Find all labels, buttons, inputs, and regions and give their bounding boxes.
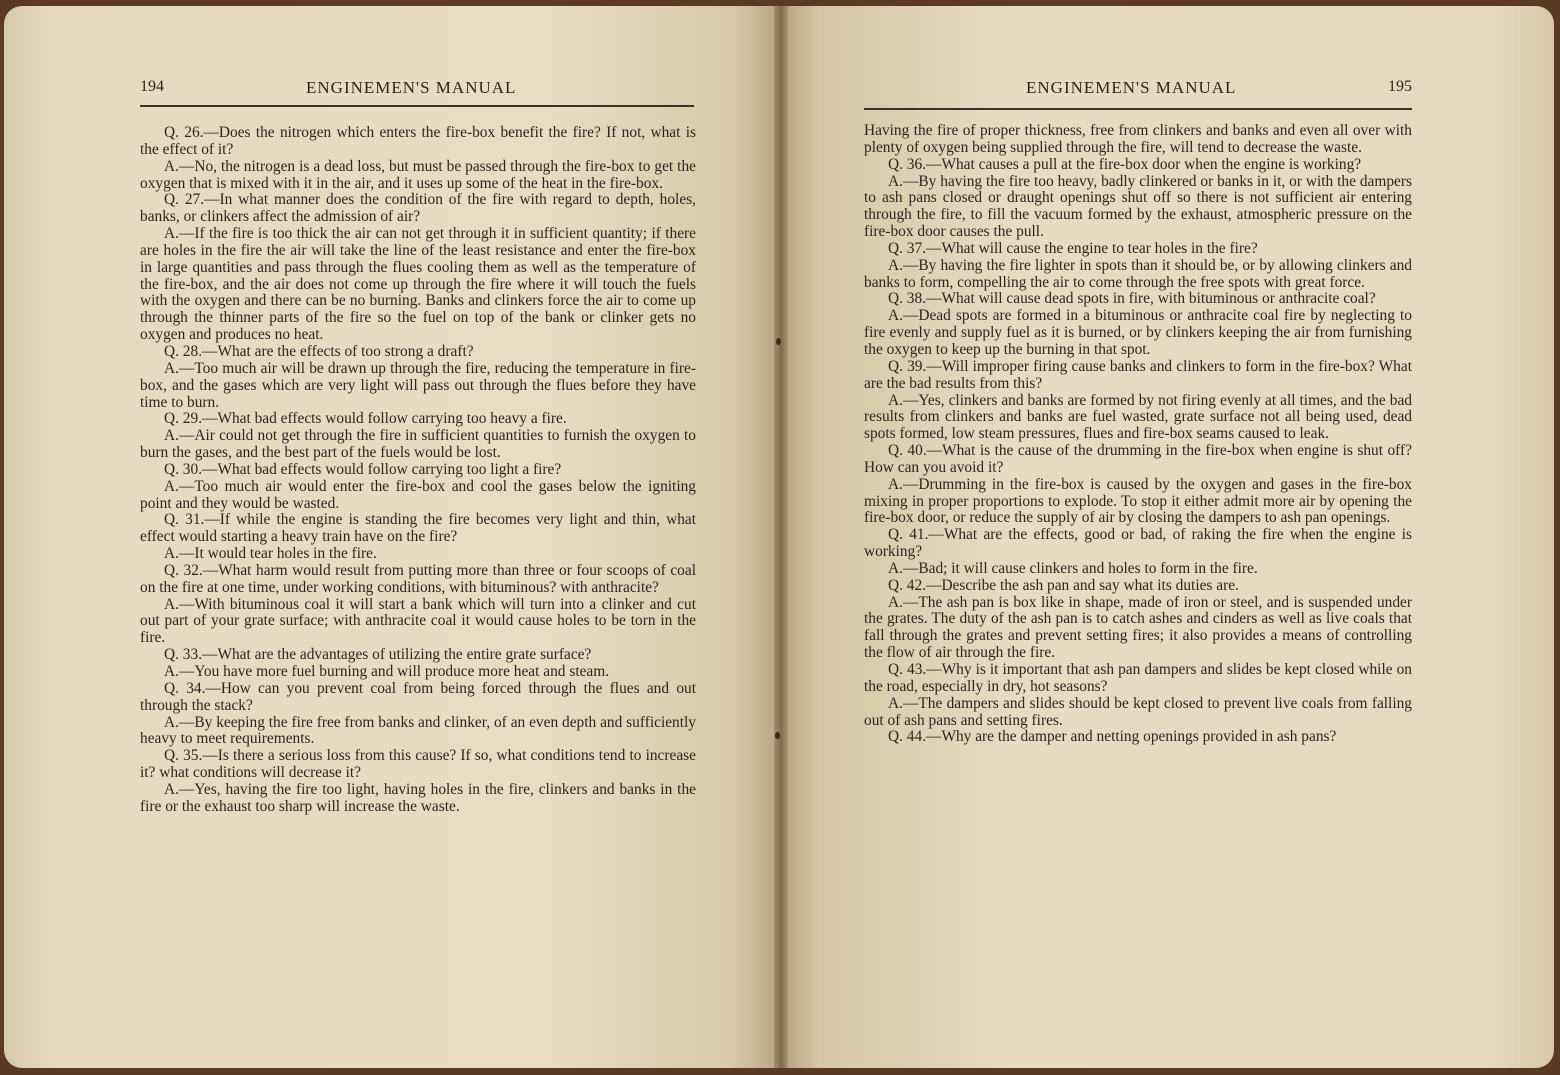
paragraph: Q. 26.—Does the nitrogen which enters the fire-box benefit the fire? If not, what is the effect of it? (140, 124, 696, 158)
paragraph: Q. 37.—What will cause the engine to tear holes in the fire? (888, 239, 1258, 257)
paragraph: A.—Too much air will be drawn up through the fire, reducing the temperature in fire-box, and the gases which are very light will pass out through the flues before they have time to burn. (140, 359, 696, 411)
continued-paragraph: Having the fire of proper thickness, free from clinkers and banks and even all over with plenty of oxygen being supplied through the fire, will tend to decrease the waste. (864, 122, 1412, 156)
paragraph: Q. 27.—In what manner does the condition of the fire with regard to depth, holes, banks, or clinkers affect the admission of air? (140, 191, 696, 226)
page-number: 194 (140, 78, 164, 95)
left-page (4, 6, 780, 1068)
paragraph: Q. 35.—Is there a serious loss from this cause? If so, what conditions tend to increase it? what conditions will decrease it? (140, 747, 696, 782)
running-head: ENGINEMEN'S MANUAL (1026, 78, 1237, 97)
paragraph: A.—With bituminous coal it will start a bank which will turn into a clinker and cut out part of your grate surface; with anthracite coal it would cause holes to be torn in the fire. (140, 595, 696, 647)
right-page-header (864, 78, 1412, 100)
page-number: 195 (1388, 78, 1412, 95)
paragraph: A.—You have more fuel burning and will produce more heat and steam. (164, 663, 610, 680)
paragraph: A.—The ash pan is box like in shape, made of iron or steel, and is suspended under the grates. The duty of the ash pan is to catch ashes and cinders as well as live coals that fall through the grates and prevent setting fires; it also provides a means of controlling the flow of air through the fire. (864, 593, 1412, 662)
paragraph: Q. 40.—What is the cause of the drumming in the fire-box when engine is shut off? How can you avoid it? (864, 442, 1412, 476)
paragraph: Q. 42.—Describe the ash pan and say what its duties are. (888, 576, 1239, 594)
paragraph: Q. 41.—What are the effects, good or bad, of raking the fire when the engine is working? (864, 526, 1412, 561)
paragraph: A.—Yes, clinkers and banks are formed by not firing evenly at all times, and the bad results from clinkers and banks are fuel wasted, grate surface not all being used, dead spots formed, low steam pressures, flues and fire-box seams caused to leak. (864, 391, 1412, 443)
paragraph: A.—By having the fire too heavy, badly clinkered or banks in it, or with the dampers to ash pans closed or draught openings shut off so there is not sufficient air entering through the fire, to fill the vacuum formed by the exhaust, atmospheric pressure on the fire-box door causes the pull. (864, 172, 1412, 241)
right-page (780, 6, 1554, 1068)
paragraph: Q. 28.—What are the effects of too strong a draft? (164, 342, 474, 360)
binding-thread-mark (775, 732, 780, 739)
paragraph: Q. 36.—What causes a pull at the fire-box door when the engine is working? (888, 155, 1362, 173)
paragraph: A.—No, the nitrogen is a dead loss, but must be passed through the fire-box to get the oxygen that is mixed with it in the air, and it uses up some of the heat in the fire-box. (140, 157, 696, 192)
paragraph: Q. 30.—What bad effects would follow carrying too light a fire? (164, 460, 562, 478)
paragraph: Q. 44.—Why are the damper and netting openings provided in ash pans? (888, 728, 1337, 746)
right-page-text (864, 123, 1412, 746)
paragraph: Q. 39.—Will improper firing cause banks and clinkers to form in the fire-box? What are the bad results from this? (864, 357, 1412, 392)
paragraph: Q. 32.—What harm would result from putting more than three or four scoops of coal on the fire at one time, under working conditions, with bituminous? with anthracite? (140, 561, 696, 596)
binding-thread-mark (776, 338, 781, 345)
paragraph: A.—Yes, having the fire too light, having holes in the fire, clinkers and banks in the fire or the exhaust too sharp will increase the waste. (140, 780, 696, 815)
paragraph: A.—It would tear holes in the fire. (164, 545, 377, 563)
paragraph: Q. 31.—If while the engine is standing the fire becomes very light and thin, what effect would starting a heavy train have on the fire? (140, 511, 696, 546)
paragraph: A.—Air could not get through the fire in sufficient quantities to furnish the oxygen to burn the gases, and the best part of the fuels would be lost. (140, 427, 696, 462)
paragraph: A.—Too much air would enter the fire-box and cool the gases below the igniting point and they would be wasted. (140, 477, 696, 512)
paragraph: A.—By keeping the fire free from banks and clinker, of an even depth and sufficiently heavy to meet requirements. (140, 713, 696, 748)
paragraph: A.—Drumming in the fire-box is caused by the oxygen and gases in the fire-box mixing in proper proportions to explode. To stop it either admit more air by opening the fire-box door, or reduce the supply of air by closing the dampers to ash pan openings. (864, 475, 1412, 527)
left-page-text (140, 125, 696, 816)
header-rule (140, 105, 694, 107)
paragraph: Q. 38.—What will cause dead spots in fire, with bituminous or anthracite coal? (888, 290, 1376, 308)
book-gutter (774, 6, 788, 1068)
header-rule (864, 108, 1412, 110)
paragraph: A.—If the fire is too thick the air can not get through it in sufficient quantity; if there are holes in the fire the air will take the line of the least resistance and enter the fire-box in large quantities and pass through the flues cooling them as well as the temperature of the fire-box, and the air does not come up through the fire where it will touch the fuels with the oxygen and there can be no burning. Banks and clinkers force the air to come up through the thinner parts of the fire so the fuel on top of the bank or clinker gets no oxygen and produces no heat. (140, 225, 696, 344)
paragraph: A.—The dampers and slides should be kept closed to prevent live coals from falling out of ash pans and setting fires. (864, 694, 1412, 729)
paragraph: Q. 29.—What bad effects would follow carrying too heavy a fire. (164, 410, 567, 428)
paragraph: A.—By having the fire lighter in spots than it should be, or by allowing clinkers and banks to form, compelling the air to come through the free spots with great force. (864, 256, 1412, 291)
left-page-header (140, 78, 696, 100)
paragraph: Q. 43.—Why is it important that ash pan dampers and slides be kept closed while on the road, especially in dry, hot seasons? (864, 661, 1412, 695)
paragraph: A.—Bad; it will cause clinkers and holes to form in the fire. (888, 559, 1258, 577)
paragraph: Q. 34.—How can you prevent coal from being forced through the flues and out through the stack? (140, 679, 696, 714)
running-head: ENGINEMEN'S MANUAL (306, 78, 517, 97)
paragraph: A.—Dead spots are formed in a bituminous or anthracite coal fire by neglecting to fire evenly and supply fuel as it is burned, or by clinkers keeping the air from furnishing the oxygen to keep up the burning in that spot. (864, 307, 1412, 358)
paragraph: Q. 33.—What are the advantages of utilizing the entire grate surface? (164, 646, 592, 664)
